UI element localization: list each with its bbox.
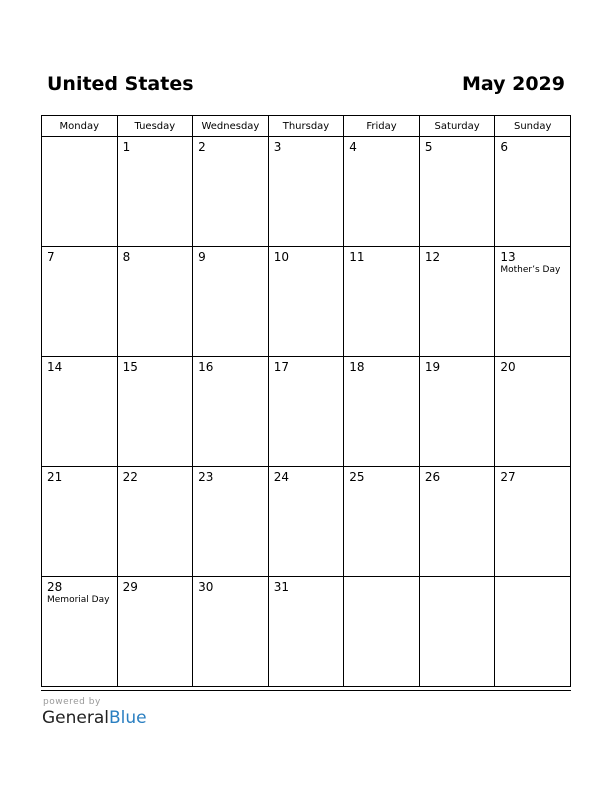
day-number: 22 bbox=[122, 470, 138, 484]
week-row bbox=[42, 357, 571, 467]
day-number: 13 bbox=[500, 250, 516, 264]
week-row bbox=[42, 247, 571, 357]
day-number: 18 bbox=[349, 360, 365, 374]
day-number: 17 bbox=[273, 360, 289, 374]
day-number: 29 bbox=[122, 580, 138, 594]
day-cell bbox=[419, 357, 495, 467]
day-number: 26 bbox=[424, 470, 441, 484]
day-number: 1 bbox=[122, 140, 131, 154]
day-cell bbox=[42, 247, 118, 357]
weekday-header: Sunday bbox=[495, 116, 571, 137]
day-cell bbox=[117, 137, 193, 247]
day-cell bbox=[193, 137, 269, 247]
day-number bbox=[344, 577, 419, 580]
month-title: May 2029 bbox=[461, 73, 565, 95]
day-number: 28 bbox=[47, 580, 63, 594]
generalblue-logo[interactable] bbox=[42, 708, 147, 728]
day-number: 2 bbox=[198, 140, 206, 154]
day-cell bbox=[268, 137, 344, 247]
day-cell bbox=[42, 137, 118, 247]
day-cell bbox=[495, 137, 571, 247]
day-cell bbox=[419, 137, 495, 247]
day-cell bbox=[117, 357, 193, 467]
day-cell bbox=[495, 577, 571, 687]
week-row bbox=[42, 467, 571, 577]
country-title: United States bbox=[47, 73, 194, 95]
day-number: 15 bbox=[122, 360, 138, 374]
day-number: 20 bbox=[500, 360, 516, 374]
brand-text-general: General bbox=[42, 708, 109, 728]
weekday-header: Wednesday bbox=[193, 116, 269, 137]
day-cell bbox=[495, 357, 571, 467]
day-number: 24 bbox=[273, 470, 289, 484]
weekday-header: Tuesday bbox=[117, 116, 193, 137]
day-number: 25 bbox=[349, 470, 365, 484]
day-number: 23 bbox=[198, 470, 214, 484]
weekday-header: Monday bbox=[42, 116, 118, 137]
day-number: 14 bbox=[47, 360, 63, 374]
day-cell bbox=[193, 357, 269, 467]
day-cell bbox=[42, 467, 118, 577]
day-number: 5 bbox=[424, 140, 433, 154]
day-cell bbox=[268, 467, 344, 577]
weekday-header-row bbox=[42, 116, 571, 137]
day-cell bbox=[344, 467, 420, 577]
day-cell bbox=[117, 247, 193, 357]
day-number: 27 bbox=[500, 470, 516, 484]
day-number bbox=[42, 137, 117, 140]
day-cell bbox=[344, 247, 420, 357]
day-number: 30 bbox=[198, 580, 214, 594]
brand-text-blue: Blue bbox=[109, 708, 147, 728]
day-number: 16 bbox=[198, 360, 214, 374]
day-number: 19 bbox=[424, 360, 441, 374]
day-number: 21 bbox=[47, 470, 63, 484]
week-row bbox=[42, 137, 571, 247]
day-cell bbox=[193, 467, 269, 577]
day-cell bbox=[495, 467, 571, 577]
day-cell bbox=[419, 247, 495, 357]
day-number bbox=[420, 577, 495, 580]
powered-by-label: powered by bbox=[43, 697, 101, 707]
footer-divider bbox=[41, 690, 571, 691]
holiday-label: Memorial Day bbox=[47, 595, 110, 605]
day-number: 3 bbox=[273, 140, 282, 154]
day-cell bbox=[419, 577, 495, 687]
day-cell bbox=[42, 357, 118, 467]
day-cell bbox=[268, 357, 344, 467]
day-number: 6 bbox=[500, 140, 509, 154]
day-cell bbox=[268, 577, 344, 687]
day-cell bbox=[419, 467, 495, 577]
weekday-header: Friday bbox=[344, 116, 420, 137]
week-row bbox=[42, 577, 571, 687]
day-cell bbox=[344, 137, 420, 247]
day-cell bbox=[42, 577, 118, 687]
day-cell bbox=[268, 247, 344, 357]
weekday-header: Saturday bbox=[419, 116, 495, 137]
day-cell bbox=[117, 577, 193, 687]
day-cell bbox=[344, 357, 420, 467]
day-number: 4 bbox=[349, 140, 357, 154]
day-cell bbox=[117, 467, 193, 577]
day-number: 9 bbox=[198, 250, 206, 264]
day-number: 31 bbox=[273, 580, 289, 594]
day-cell bbox=[193, 247, 269, 357]
day-number: 10 bbox=[273, 250, 289, 264]
day-number: 11 bbox=[349, 250, 365, 264]
day-number bbox=[495, 577, 570, 580]
day-number: 7 bbox=[47, 250, 55, 264]
day-cell bbox=[344, 577, 420, 687]
holiday-label: Mother’s Day bbox=[500, 265, 561, 275]
calendar-grid bbox=[41, 115, 571, 687]
day-number: 12 bbox=[424, 250, 441, 264]
day-cell bbox=[193, 577, 269, 687]
day-cell bbox=[495, 247, 571, 357]
day-number: 8 bbox=[122, 250, 131, 264]
weekday-header: Thursday bbox=[268, 116, 344, 137]
